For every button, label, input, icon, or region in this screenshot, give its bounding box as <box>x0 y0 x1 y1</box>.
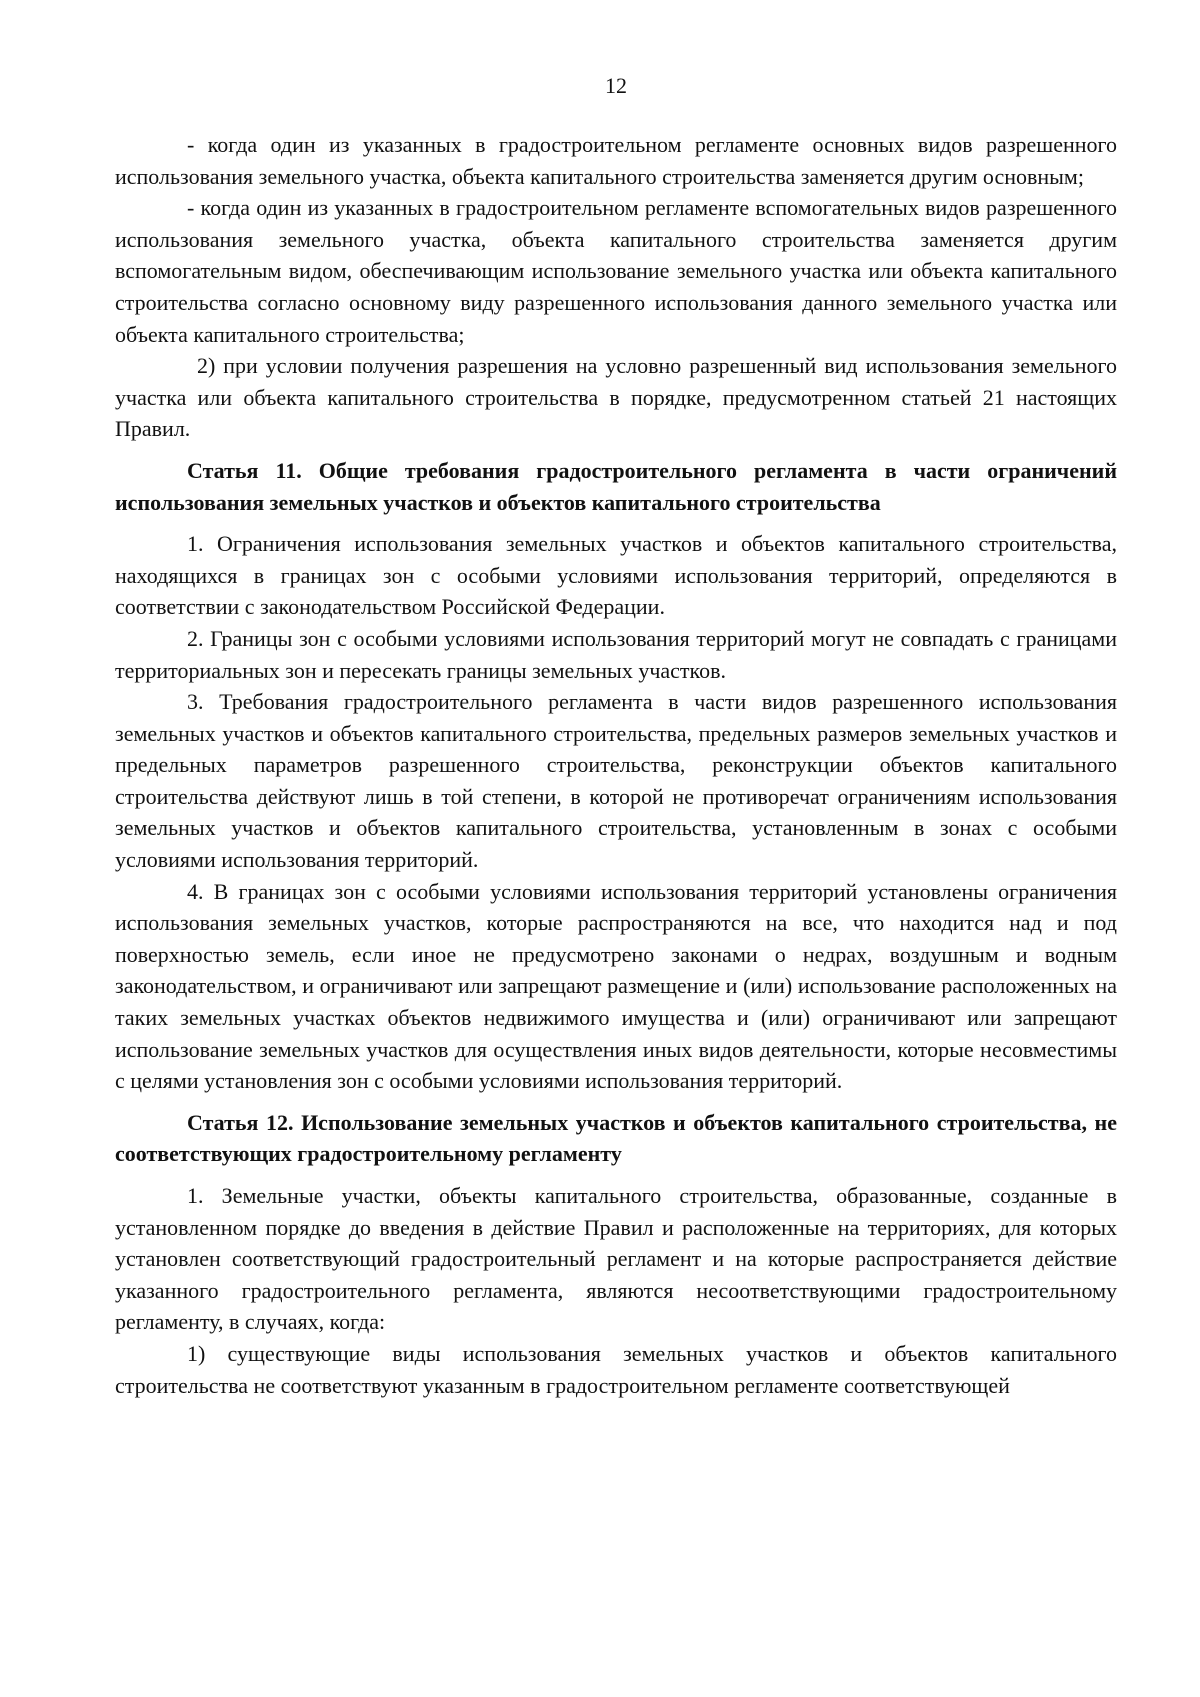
document-body <box>115 129 1117 1401</box>
article-11-item-2: 2. Границы зон с особыми условиями использования территорий могут не совпадать с границами территориальных зон и пересекать границы земельных участков. <box>115 625 1117 683</box>
article-11-item-1: 1. Ограничения использования земельных участков и объектов капитального строительства, находящихся в границах зон с особыми условиями использования территорий, определяются в соответствии с законодательством Российской Федерации. <box>115 531 1117 620</box>
article-12-subitem-1: 1) существующие виды использования земельных участков и объектов капитального строительства не соответствуют указанным в градостроительном регламенте соответствующей <box>115 1340 1117 1398</box>
article-12-item-1: 1. Земельные участки, объекты капитального строительства, образованные, созданные в установленном порядке до введения в действие Правил и расположенные на территориях, для которых установлен соответствующий градостроительный регламент и на которые распространяется действие указанного градостроительного регламента, являются несоответствующими градостроительному регламенту, в случаях, когда: <box>115 1183 1117 1335</box>
paragraph-main-use-replacement: - когда один из указанных в градостроительном регламенте основных видов разрешенного использования земельного участка, объекта капитального строительства заменяется другим основным; <box>115 132 1117 189</box>
article-11-heading: Статья 11. Общие требования градостроительного регламента в части ограничений использования земельных участков и объектов капитального строительства <box>115 457 1117 515</box>
article-11-item-3: 3. Требования градостроительного регламента в части видов разрешенного использования земельных участков и объектов капитального строительства, предельных размеров земельных участков и предельных параметров разрешенного строительства, реконструкции объектов капитального строительства действуют лишь в той степени, в которой не противоречат ограничениям использования земельных участков и объектов капитального строительства, установленным в зонах с особыми условиями использования территорий. <box>115 689 1117 873</box>
article-12-heading: Статья 12. Использование земельных участков и объектов капитального строительства, не соответствующих градостроительному регламенту <box>115 1109 1117 1167</box>
paragraph-conditional-permission: 2) при условии получения разрешения на условно разрешенный вид использования земельного участка или объекта капитального строительства в порядке, предусмотренном статьей 21 настоящих Правил. <box>115 353 1117 442</box>
paragraph-auxiliary-use-replacement: - когда один из указанных в градостроительном регламенте вспомогательных видов разрешенного использования земельного участка, объекта капитального строительства заменяется другим вспомогательным видом, обеспечивающим использование земельного участка или объекта капитального строительства согласно основному виду разрешенного использования данного земельного участка или объекта капитального строительства; <box>115 195 1117 347</box>
page-number: 12 <box>605 73 627 98</box>
article-11-item-4: 4. В границах зон с особыми условиями использования территорий установлены ограничения использования земельных участков, которые распространяются на все, что находится над и под поверхностью земель, если иное не предусмотрено законами о недрах, воздушным и водным законодательством, и ограничивают или запрещают размещение и (или) использование расположенных на таких земельных участках объектов недвижимого имущества и (или) ограничивают или запрещают использование земельных участков для осуществления иных видов деятельности, которые несовместимы с целями установления зон с особыми условиями использования территорий. <box>115 878 1117 1094</box>
